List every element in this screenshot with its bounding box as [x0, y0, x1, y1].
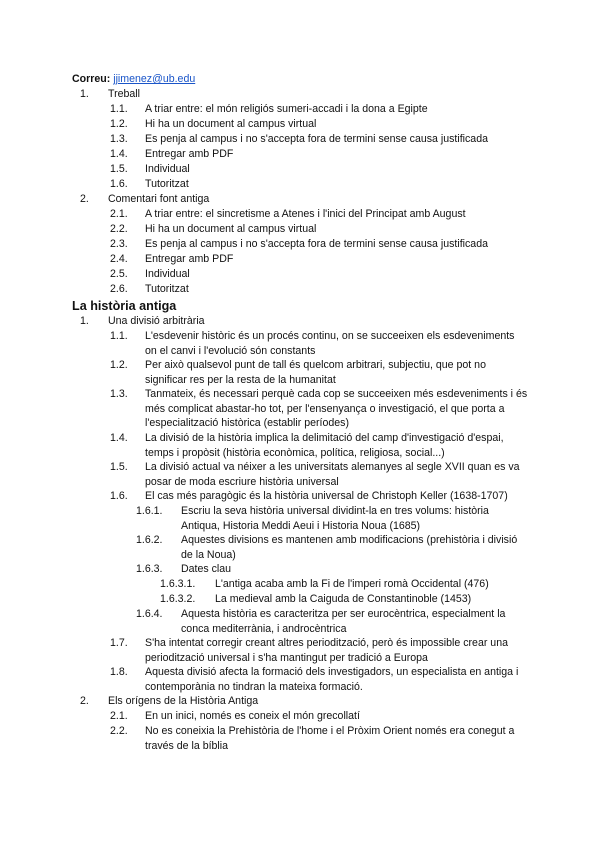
section-title: La història antiga: [72, 299, 177, 313]
list-item: [0, 709, 600, 724]
list-number: 2.2.: [110, 223, 128, 235]
list-number: 2.1.: [110, 208, 128, 220]
list-text: Tutoritzat: [145, 178, 189, 190]
list-text: Els orígens de la Història Antiga: [108, 695, 259, 707]
list-text: Entregar amb PDF: [145, 253, 234, 265]
list-text: A triar entre: el sincretisme a Atenes i l'inici del Principat amb August: [145, 208, 466, 220]
list-text: Aquesta història es caracteritza per ser eurocèntrica, especialment la conca mediterrània, i androcèntrica: [181, 608, 506, 635]
list-number: 2.6.: [110, 283, 128, 295]
list-item: [0, 282, 600, 297]
list-number: 1.5.: [110, 461, 128, 473]
list-number: 1.6.: [110, 178, 128, 190]
list-number: 1.6.3.1.: [160, 578, 196, 590]
list-text: S'ha intentat corregir creant altres periodització, però és impossible crear una periodització universal i s'ha mantingut per tradició a Europa: [145, 637, 508, 664]
list-text: Individual: [145, 163, 190, 175]
list-item: [0, 460, 600, 489]
list-number: 1.3.: [110, 133, 128, 145]
list-item: [0, 267, 600, 282]
list-item: [0, 358, 600, 387]
list-item: [0, 607, 600, 636]
list-number: 1.: [80, 315, 89, 327]
list-number: 2.: [80, 695, 89, 707]
list-text: Aquestes divisions es mantenen amb modificacions (prehistòria i divisió de la Noua): [181, 534, 518, 561]
list-text: Hi ha un document al campus virtual: [145, 118, 317, 130]
list-text: A triar entre: el món religiós sumeri-accadi i la dona a Egipte: [145, 103, 428, 115]
list-item: [0, 132, 600, 147]
list-text: Aquesta divisió afecta la formació dels investigadors, un especialista en antiga i contemporània no tindran la mateixa formació.: [145, 666, 519, 693]
list-number: 2.: [80, 193, 89, 205]
list-number: 1.1.: [110, 103, 128, 115]
list-item: [0, 102, 600, 117]
list-item: [0, 533, 600, 562]
list-text: Es penja al campus i no s'accepta fora de termini sense causa justificada: [145, 133, 488, 145]
list-item: [0, 147, 600, 162]
list-text: La medieval amb la Caiguda de Constantinoble (1453): [215, 593, 472, 605]
list-item: [0, 592, 600, 607]
list-number: 1.8.: [110, 666, 128, 678]
email-link[interactable]: jjimenez@ub.edu: [113, 73, 196, 85]
list-item: [0, 192, 600, 207]
list-number: 1.6.1.: [136, 505, 163, 517]
list-text: Hi ha un document al campus virtual: [145, 223, 317, 235]
list-text: Comentari font antiga: [108, 193, 210, 205]
list-item: [0, 329, 600, 358]
list-text: Entregar amb PDF: [145, 148, 234, 160]
list-number: 2.1.: [110, 710, 128, 722]
list-text: L'esdevenir històric és un procés continu, on se succeeixen els esdeveniments on el canvi i l'evolució són constants: [145, 330, 515, 357]
list-item: [0, 87, 600, 102]
list-number: 1.6.4.: [136, 608, 163, 620]
list-item: [0, 222, 600, 237]
list-text: Individual: [145, 268, 190, 280]
list-text: Treball: [108, 88, 140, 100]
list-text: Tanmateix, és necessari perquè cada cop se succeeixen més esdeveniments i és més complicat abastar-ho tot, per l'ensenyança o investigació, el que porta a l'especialització històrica (establir períodes): [145, 388, 528, 430]
list-number: 1.4.: [110, 432, 128, 444]
list-item: [0, 694, 600, 709]
list-text: L'antiga acaba amb la Fi de l'imperi romà Occidental (476): [215, 578, 489, 590]
list-item: [0, 177, 600, 192]
list-number: 2.4.: [110, 253, 128, 265]
list-number: 1.6.: [110, 490, 128, 502]
list-item: [0, 577, 600, 592]
list-item: [0, 117, 600, 132]
list-item: [0, 562, 600, 577]
list-number: 2.3.: [110, 238, 128, 250]
list-item: [0, 162, 600, 177]
list-text: Dates clau: [181, 563, 232, 575]
list-item: [0, 636, 600, 665]
list-item: [0, 724, 600, 753]
list-text: Una divisió arbitrària: [108, 315, 205, 327]
list-text: En un inici, només es coneix el món grecollatí: [145, 710, 360, 722]
list-number: 2.5.: [110, 268, 128, 280]
list-item: [0, 431, 600, 460]
list-item: [0, 504, 600, 533]
email-line: [72, 72, 195, 86]
list-number: 1.3.: [110, 388, 128, 400]
list-item: [0, 387, 600, 431]
list-item: [0, 207, 600, 222]
list-item: [0, 252, 600, 267]
list-item: [0, 665, 600, 694]
list-number: 1.2.: [110, 359, 128, 371]
list-item: [0, 314, 600, 329]
list-number: 1.6.2.: [136, 534, 163, 546]
list-text: Tutoritzat: [145, 283, 189, 295]
list-text: La divisió actual va néixer a les universitats alemanyes al segle XVII quan es va posar de moda escriure història universal: [145, 461, 520, 488]
list-number: 1.: [80, 88, 89, 100]
list-number: 1.1.: [110, 330, 128, 342]
list-text: La divisió de la història implica la delimitació del camp d'investigació d'espai, temps i propòsit (història econòmica, política, religiosa, social...): [145, 432, 504, 459]
email-label: Correu:: [72, 73, 111, 85]
list-number: 1.5.: [110, 163, 128, 175]
list-text: No es coneixia la Prehistòria de l'home i el Pròxim Orient només era conegut a través de la bíblia: [145, 725, 515, 752]
list-text: Escriu la seva història universal dividint-la en tres volums: història Antiqua, Historia Meddi Aeui i Historia Noua (1685): [181, 505, 489, 532]
list-item: [0, 489, 600, 504]
list-number: 1.4.: [110, 148, 128, 160]
list-text: Per això qualsevol punt de tall és quelcom arbitrari, subjectiu, que pot no significar res per la resta de la humanitat: [145, 359, 486, 386]
list-number: 1.6.3.2.: [160, 593, 196, 605]
list-number: 2.2.: [110, 725, 128, 737]
list-text: Es penja al campus i no s'accepta fora de termini sense causa justificada: [145, 238, 488, 250]
list-item: [0, 237, 600, 252]
list-number: 1.7.: [110, 637, 128, 649]
list-text: El cas més paragògic és la història universal de Christoph Keller (1638-1707): [145, 490, 508, 502]
list-number: 1.2.: [110, 118, 128, 130]
list-number: 1.6.3.: [136, 563, 163, 575]
